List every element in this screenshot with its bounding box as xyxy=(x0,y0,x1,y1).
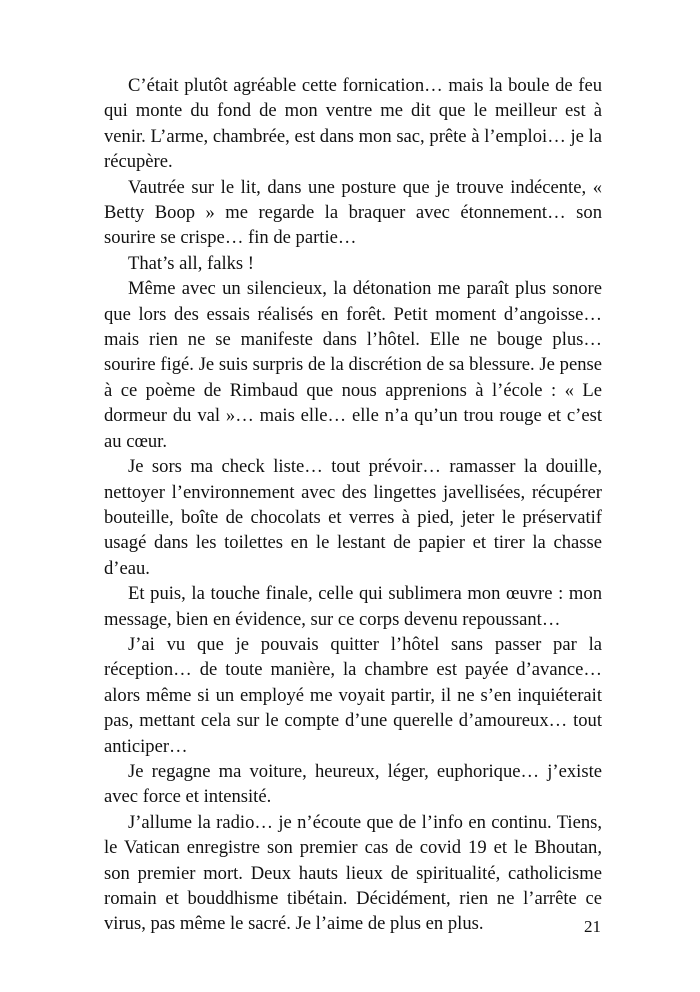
paragraph: Et puis, la touche finale, celle qui sublimera mon œuvre : mon message, bien en évidence, sur ce corps devenu repoussant… xyxy=(104,583,602,630)
paragraph: That’s all, falks ! xyxy=(128,252,254,274)
paragraph: C’était plutôt agréable cette fornication… mais la boule de feu qui monte du fond de mon ventre me dit que le meilleur est à venir. L’arme, chambrée, est dans mon sac, prête à l’emploi… je la récupère. xyxy=(104,75,602,173)
page-number: 21 xyxy=(584,917,601,936)
paragraph: Je regagne ma voiture, heureux, léger, euphorique… j’existe avec force et intensité. xyxy=(104,760,602,808)
paragraph: J’ai vu que je pouvais quitter l’hôtel sans passer par la réception… de toute manière, la chambre est payée d’avance… alors même si un employé me voyait partir, il ne s’en inquiéterait pas, mettant cela sur le compte d’une querelle d’amoureux… tout anticiper… xyxy=(104,633,602,757)
paragraph: J’allume la radio… je n’écoute que de l’info en continu. Tiens, le Vatican enregistre son premier cas de covid 19 et le Bhoutan, son premier mort. Deux hauts lieux de spiritualité, catholicisme romain et bouddhisme tibétain. Décidément, rien ne l’arrête ce virus, pas même le sacré. Je l’aime de plus en plus. xyxy=(104,811,602,935)
paragraph: Même avec un silencieux, la détonation me paraît plus sonore que lors des essais réalisés en forêt. Petit moment d’angoisse… mais rien ne se manifeste dans l’hôtel. Elle ne bouge plus… sourire figé. Je suis surpris de la discrétion de sa blessure. Je pense à ce poème de Rimbaud que nous apprenions à l’école : « Le dormeur du val »… mais elle… elle n’a qu’un trou rouge et c’est au cœur. xyxy=(104,278,602,452)
paragraph: Vautrée sur le lit, dans une posture que je trouve indécente, « Betty Boop » me regarde la braquer avec étonnement… son sourire se crispe… fin de partie… xyxy=(104,176,602,249)
body-text xyxy=(104,73,602,937)
paragraph: Je sors ma check liste… tout prévoir… ramasser la douille, nettoyer l’environnement avec des lingettes javellisées, récupérer bouteille, boîte de chocolats et verres à pied, jeter le préservatif usagé dans les toilettes en le lestant de papier et tirer la chasse d’eau. xyxy=(104,456,602,579)
